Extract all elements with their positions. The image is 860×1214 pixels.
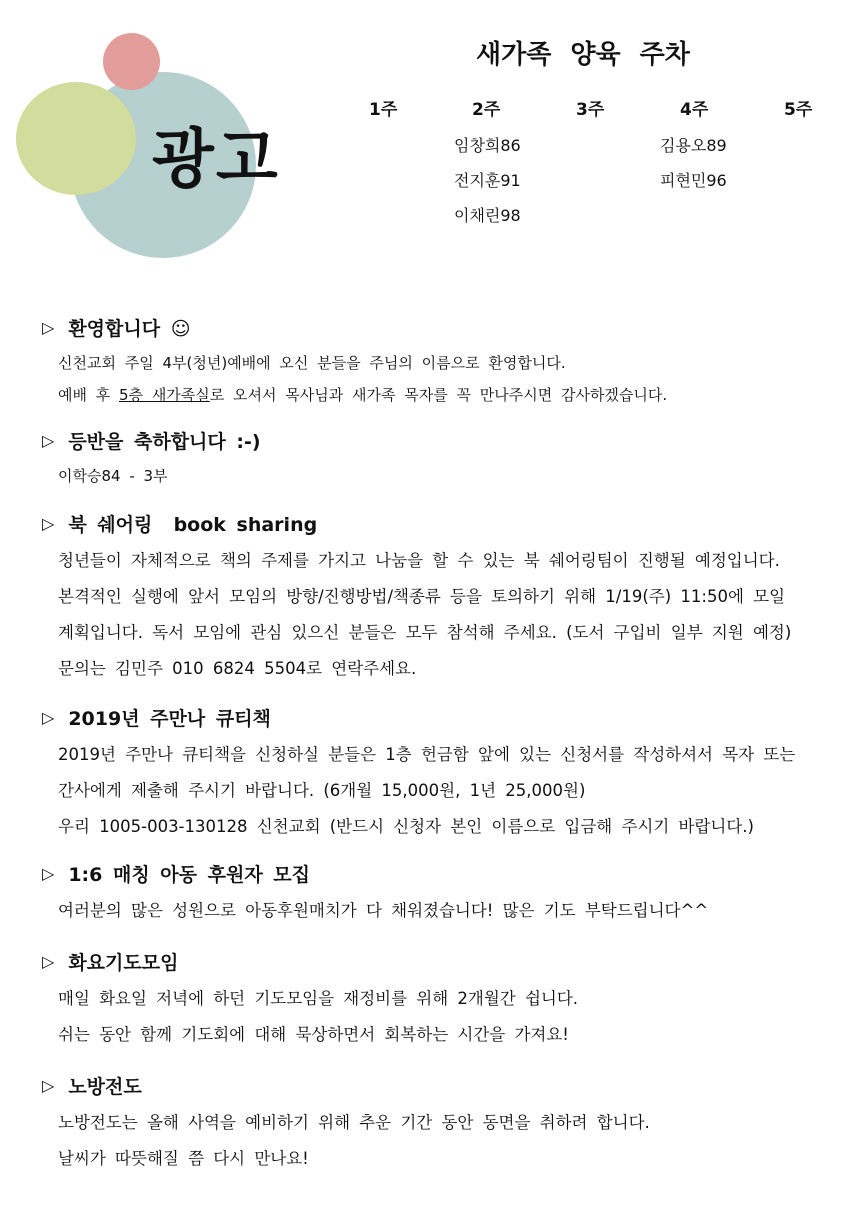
section-line: 우리 1005-003-130128 신천교회 (반드시 신청자 본인 이름으로 입금해 주시기 바랍니다.) [58, 817, 754, 836]
pink-circle [103, 33, 160, 90]
week-2-name: 임창희86 [454, 136, 521, 155]
section-promotion [42, 427, 261, 492]
section-line: 간사에게 제출해 주시기 바랍니다. (6개월 15,000원, 1년 25,000원) [58, 781, 586, 800]
section-title: 환영합니다 ☺ [68, 318, 191, 340]
section-title: 1:6 매칭 아동 후원자 모집 [68, 864, 310, 886]
section-welcome [42, 314, 667, 411]
section-line: 쉬는 동안 함께 기도회에 대해 묵상하면서 회복하는 시간을 가져요! [58, 1025, 569, 1044]
section-title: 화요기도모임 [68, 952, 179, 974]
section-line: 이학승84 - 3부 [58, 467, 168, 485]
triangle-right-icon: ▷ [42, 318, 55, 337]
triangle-right-icon: ▷ [42, 431, 55, 450]
section-title: 북 쉐어링 book sharing [68, 514, 318, 536]
section-book-sharing [42, 510, 791, 687]
text-run: 로 오셔서 목사님과 새가족 목자를 꼭 만나주시면 감사하겠습니다. [209, 386, 668, 404]
triangle-right-icon: ▷ [42, 514, 55, 533]
section-title: 2019년 주만나 큐티책 [68, 708, 271, 730]
announcement-logo [0, 0, 300, 280]
section-line: 문의는 김민주 010 6824 5504로 연락주세요. [58, 659, 417, 678]
section-qt-book [42, 704, 795, 845]
week-2-name: 전지훈91 [454, 171, 521, 190]
section-title: 노방전도 [68, 1076, 142, 1098]
week-4-label: 4주 [680, 100, 709, 120]
section-line: 2019년 주만나 큐티책을 신청하실 분들은 1층 헌금함 앞에 있는 신청서를 작성하셔서 목자 또는 [58, 745, 796, 764]
week-2-name: 이채린98 [454, 206, 521, 225]
section-title: 등반을 축하합니다 :-) [68, 431, 261, 453]
section-line: 노방전도는 올해 사역을 예비하기 위해 추운 기간 동안 동면을 취하려 합니다. [58, 1113, 650, 1132]
week-1-label: 1주 [369, 100, 398, 120]
section-tuesday-prayer [42, 948, 578, 1053]
new-family-room-text: 5층 새가족실 [119, 386, 210, 404]
week-5-label: 5주 [784, 100, 813, 120]
week-2-label: 2주 [472, 100, 501, 120]
section-line [58, 379, 667, 411]
section-line: 본격적인 실행에 앞서 모임의 방향/진행방법/책종류 등을 토의하기 위해 1/19(주) 11:50에 모일 [58, 587, 786, 606]
section-line: 신천교회 주일 4부(청년)예배에 오신 분들을 주님의 이름으로 환영합니다. [58, 354, 566, 372]
week-3-label: 3주 [576, 100, 605, 120]
section-line: 계획입니다. 독서 모임에 관심 있으신 분들은 모두 참석해 주세요. (도서 구입비 일부 지원 예정) [58, 623, 792, 642]
section-line: 청년들이 자체적으로 책의 주제를 가지고 나눔을 할 수 있는 북 쉐어링팀이 진행될 예정입니다. [58, 551, 780, 570]
section-line: 날씨가 따뜻해질 쯤 다시 만나요! [58, 1149, 309, 1168]
text-run: 예배 후 [58, 386, 120, 404]
section-line: 매일 화요일 저녁에 하던 기도모임을 재정비를 위해 2개월간 쉽니다. [58, 989, 579, 1008]
week-4-name: 김용오89 [660, 136, 727, 155]
section-street-evangelism [42, 1072, 650, 1177]
schedule-title: 새가족 양육 주차 [476, 40, 690, 70]
section-line: 여러분의 많은 성원으로 아동후원매치가 다 채워졌습니다! 많은 기도 부탁드립니다^^ [58, 901, 709, 920]
triangle-right-icon: ▷ [42, 708, 55, 727]
triangle-right-icon: ▷ [42, 864, 55, 883]
week-4-name: 피현민96 [660, 171, 727, 190]
section-sponsor [42, 860, 708, 929]
logo-title: 광고 [152, 123, 280, 197]
triangle-right-icon: ▷ [42, 952, 55, 971]
green-circle [16, 82, 136, 195]
triangle-right-icon: ▷ [42, 1076, 55, 1095]
